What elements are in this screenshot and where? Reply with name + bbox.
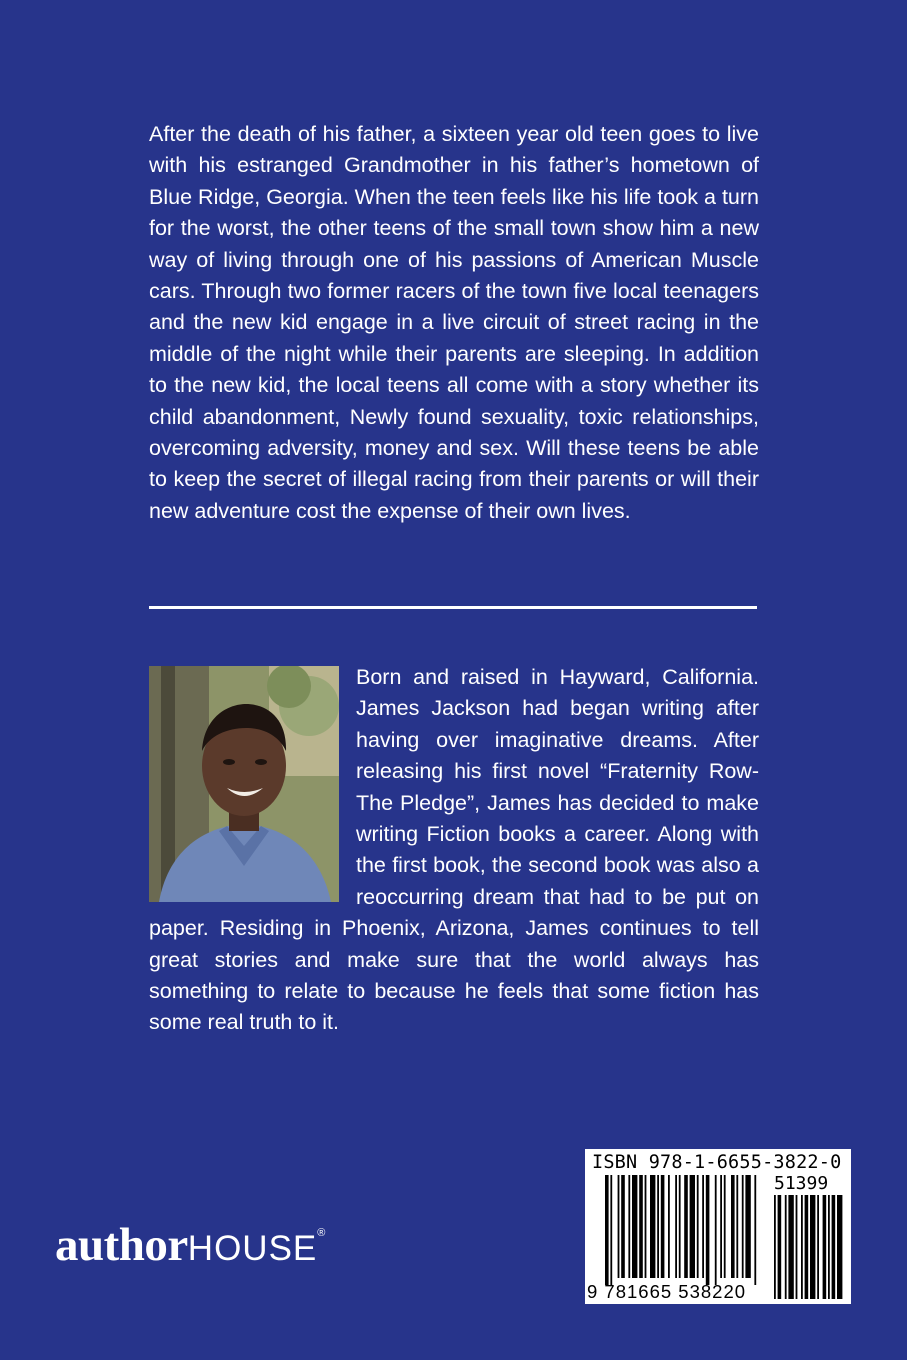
section-divider xyxy=(149,606,757,609)
author-photo xyxy=(149,666,339,902)
price-code: 51399 xyxy=(774,1173,829,1194)
isbn-label: ISBN 978-1-6655-3822-0 xyxy=(592,1152,842,1173)
publisher-logo xyxy=(55,1219,326,1271)
author-bio xyxy=(149,662,759,1039)
synopsis-text: After the death of his father, a sixteen year old teen goes to live with his estranged Grandmother in his father’s hometown of Blue Ridge, Georgia. When the teen feels like his life took a turn for the worst, the other teens of the small town show him a new way of living through one of his passions of American Muscle cars. Through two former racers of the town five local teenagers and the new kid engage in a live circuit of street racing in the middle of the night while their parents are sleeping. In addition to the new kid, the local teens all come with a story whether its child abandonment, Newly found sexuality, toxic relationships, overcoming adversity, money and sex. Will these teens be able to keep the secret of illegal racing from their parents or will their new adventure cost the expense of their own lives. xyxy=(149,122,759,523)
logo-author-text: author xyxy=(55,1219,188,1271)
author-bio-text: Born and raised in Hayward, California. James Jackson had began writing after having over imaginative dreams. After releasing his first novel “Fraternity Row-The Pledge”, James has decided to make writing Fiction books a career. Along with the first book, the second book was also a reoccurring dream that had to be put on paper. Residing in Phoenix, Arizona, James continues to tell great stories and make sure that the world always has something to relate to because he feels that some fiction has some real truth to it. xyxy=(149,665,759,1035)
ean-digits: 9 781665 538220 xyxy=(587,1281,747,1302)
logo-house-text: HOUSE xyxy=(187,1229,318,1268)
isbn-barcode xyxy=(585,1149,851,1304)
registered-mark: ® xyxy=(317,1227,326,1239)
